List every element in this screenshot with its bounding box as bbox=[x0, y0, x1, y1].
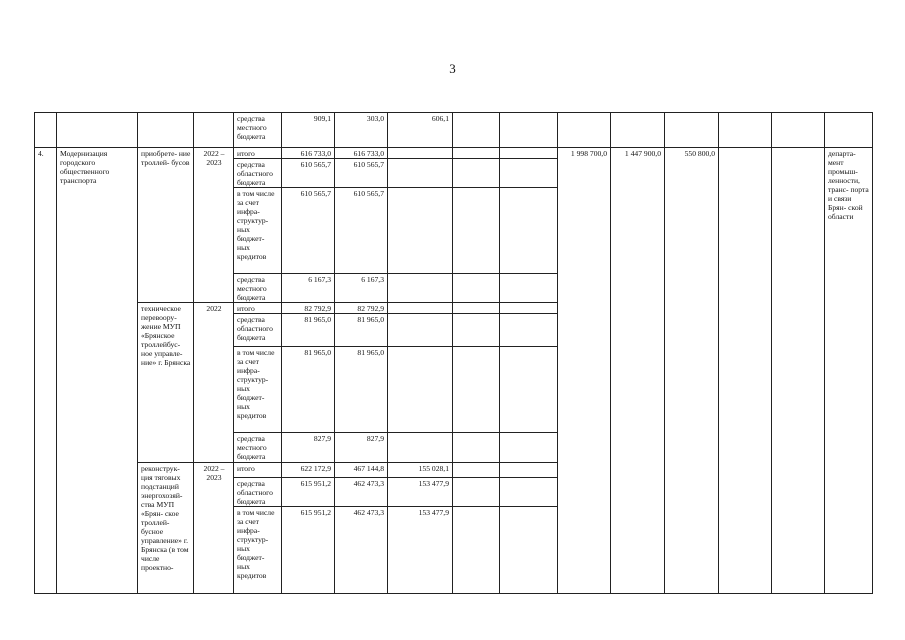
cell-empty bbox=[500, 113, 558, 148]
amount-2023: 153 477,9 bbox=[388, 507, 453, 594]
amount-total: 615 951,2 bbox=[282, 507, 335, 594]
funding-source: в том числе за счет инфра- структур- ных бюджет- ных кредитов bbox=[234, 347, 282, 433]
table-row bbox=[35, 148, 873, 159]
amount-2022: 6 167,3 bbox=[335, 274, 388, 303]
funding-source: средства местного бюджета bbox=[234, 433, 282, 463]
cell-empty bbox=[611, 113, 665, 148]
amount-total: 616 733,0 bbox=[282, 148, 335, 159]
funding-source: средства местного бюджета bbox=[234, 113, 282, 148]
cell-empty bbox=[665, 113, 719, 148]
funding-source: итого bbox=[234, 463, 282, 478]
amount-2022: 467 144,8 bbox=[335, 463, 388, 478]
cell-empty bbox=[825, 113, 873, 148]
amount-total: 82 792,9 bbox=[282, 303, 335, 314]
cell-empty bbox=[453, 113, 500, 148]
funding-source: итого bbox=[234, 148, 282, 159]
funding-source: в том числе за счет инфра- структур- ных бюджет- ных кредитов bbox=[234, 188, 282, 274]
cell-empty bbox=[500, 347, 558, 433]
amount-2023: 153 477,9 bbox=[388, 478, 453, 507]
amount-2022: 82 792,9 bbox=[335, 303, 388, 314]
page-number: 3 bbox=[449, 61, 456, 76]
cell-empty bbox=[500, 507, 558, 594]
cell-empty bbox=[453, 303, 500, 314]
cell-empty bbox=[453, 159, 500, 188]
amount-2022: 610 565,7 bbox=[335, 188, 388, 274]
amount-2022: 81 965,0 bbox=[335, 347, 388, 433]
cell-empty bbox=[500, 463, 558, 478]
amount-total: 615 951,2 bbox=[282, 478, 335, 507]
amount-2023 bbox=[388, 433, 453, 463]
cell-empty bbox=[453, 314, 500, 347]
funding-source: средства местного бюджета bbox=[234, 274, 282, 303]
item-name: техническое перевоору- жение МУП «Брянское троллейбус- ное управле- ние» г. Брянска bbox=[138, 303, 194, 463]
cell-empty bbox=[500, 188, 558, 274]
cell-empty bbox=[500, 478, 558, 507]
amount-2022: 616 733,0 bbox=[335, 148, 388, 159]
cell-empty bbox=[453, 507, 500, 594]
cell-empty bbox=[453, 463, 500, 478]
cell-empty bbox=[500, 314, 558, 347]
cell-empty bbox=[453, 478, 500, 507]
cell-empty bbox=[772, 148, 825, 594]
funding-total: 1 998 700,0 bbox=[558, 148, 611, 594]
amount-total: 81 965,0 bbox=[282, 347, 335, 433]
amount-2023 bbox=[388, 159, 453, 188]
amount-2022: 827,9 bbox=[335, 433, 388, 463]
funding-2024: 1 447 900,0 bbox=[611, 148, 665, 594]
responsible-agency: департа- мент промыш- ленности, транс- порта и связи Брян- ской области bbox=[825, 148, 873, 594]
cell-empty bbox=[500, 433, 558, 463]
cell-empty bbox=[453, 274, 500, 303]
cell-empty bbox=[138, 113, 194, 148]
amount-2023 bbox=[388, 303, 453, 314]
cell-empty bbox=[500, 148, 558, 159]
funding-source: средства областного бюджета bbox=[234, 478, 282, 507]
cell-empty bbox=[453, 347, 500, 433]
cell-empty bbox=[453, 433, 500, 463]
cell-empty bbox=[35, 113, 57, 148]
amount-2023: 606,1 bbox=[388, 113, 453, 148]
amount-2023 bbox=[388, 274, 453, 303]
amount-total: 81 965,0 bbox=[282, 314, 335, 347]
funding-table bbox=[34, 112, 873, 594]
item-years: 2022 bbox=[194, 303, 234, 463]
amount-2022: 462 473,3 bbox=[335, 478, 388, 507]
cell-empty bbox=[558, 113, 611, 148]
amount-total: 827,9 bbox=[282, 433, 335, 463]
amount-2022: 610 565,7 bbox=[335, 159, 388, 188]
amount-2022: 81 965,0 bbox=[335, 314, 388, 347]
amount-total: 622 172,9 bbox=[282, 463, 335, 478]
measure-name: Модернизация городского общественного транспорта bbox=[57, 148, 138, 594]
amount-2023 bbox=[388, 314, 453, 347]
amount-total: 6 167,3 bbox=[282, 274, 335, 303]
cell-empty bbox=[453, 188, 500, 274]
cell-empty bbox=[453, 148, 500, 159]
funding-source: средства областного бюджета bbox=[234, 159, 282, 188]
cell-empty bbox=[57, 113, 138, 148]
funding-source: средства областного бюджета bbox=[234, 314, 282, 347]
amount-2023 bbox=[388, 188, 453, 274]
funding-source: итого bbox=[234, 303, 282, 314]
amount-2023 bbox=[388, 347, 453, 433]
measure-number: 4. bbox=[35, 148, 57, 594]
item-name: реконструк- ция тяговых подстанций энергохозяй- ства МУП «Брян- ское троллей- бусное управление» г. Брянска (в том числе проектно- bbox=[138, 463, 194, 594]
cell-empty bbox=[719, 113, 772, 148]
cell-empty bbox=[719, 148, 772, 594]
cell-empty bbox=[500, 303, 558, 314]
cell-empty bbox=[500, 274, 558, 303]
amount-2023: 155 028,1 bbox=[388, 463, 453, 478]
item-years: 2022 – 2023 bbox=[194, 463, 234, 594]
funding-source: в том числе за счет инфра- структур- ных бюджет- ных кредитов bbox=[234, 507, 282, 594]
cell-empty bbox=[194, 113, 234, 148]
amount-total: 909,1 bbox=[282, 113, 335, 148]
amount-2022: 462 473,3 bbox=[335, 507, 388, 594]
funding-2025: 550 800,0 bbox=[665, 148, 719, 594]
table-row bbox=[35, 113, 873, 148]
amount-2023 bbox=[388, 148, 453, 159]
cell-empty bbox=[500, 159, 558, 188]
amount-2022: 303,0 bbox=[335, 113, 388, 148]
item-name: приобрете- ние троллей- бусов bbox=[138, 148, 194, 303]
item-years: 2022 – 2023 bbox=[194, 148, 234, 303]
amount-total: 610 565,7 bbox=[282, 159, 335, 188]
cell-empty bbox=[772, 113, 825, 148]
amount-total: 610 565,7 bbox=[282, 188, 335, 274]
